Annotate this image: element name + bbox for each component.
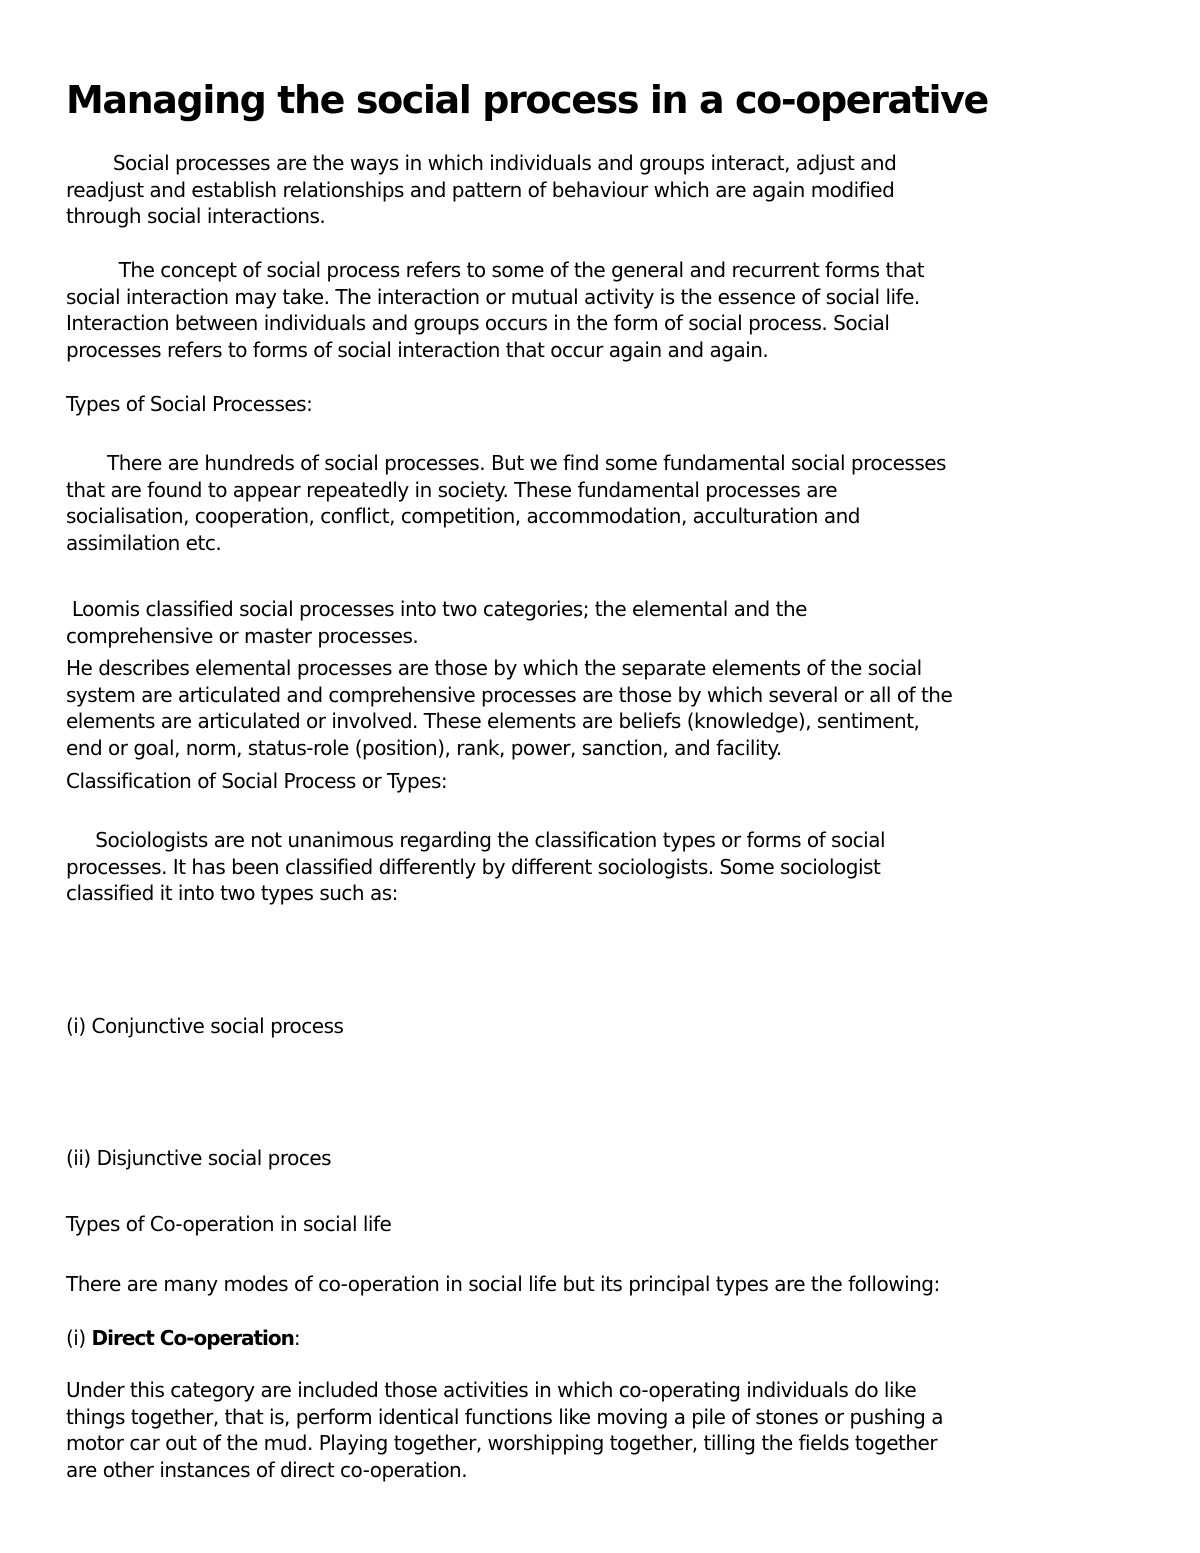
paragraph-elemental-processes xyxy=(66,655,952,761)
text-line: system are articulated and comprehensive processes are those by which several or all of the xyxy=(66,682,953,707)
text-line: There are hundreds of social processes. But we find some fundamental social processes xyxy=(66,451,946,475)
paragraph-direct-cooperation xyxy=(66,1377,943,1483)
list-item-disjunctive: (ii) Disjunctive social proces xyxy=(66,1146,332,1170)
text-line: motor car out of the mud. Playing together, worshipping together, tilling the fields together xyxy=(66,1431,938,1455)
text-line: Under this category are included those activities in which co-operating individuals do like xyxy=(66,1378,917,1402)
paragraph-social-processes-definition xyxy=(66,150,896,230)
text-line: things together, that is, perform identical functions like moving a pile of stones or pushing a xyxy=(66,1404,943,1429)
text-line: comprehensive or master processes. xyxy=(66,623,419,648)
text-line: classified it into two types such as: xyxy=(66,881,398,905)
text-line: that are found to appear repeatedly in society. These fundamental processes are xyxy=(66,477,838,502)
text-line: processes. It has been classified differently by different sociologists. Some sociologist xyxy=(66,854,881,879)
direct-cooperation-label: Direct Co-operation xyxy=(91,1326,294,1350)
text-line: through social interactions. xyxy=(66,204,326,228)
text-line: Loomis classified social processes into two categories; the elemental and the xyxy=(66,597,807,621)
heading-types-of-social-processes: Types of Social Processes: xyxy=(66,392,313,416)
paragraph-fundamental-processes xyxy=(66,450,946,556)
direct-suffix: : xyxy=(293,1326,301,1350)
text-line: He describes elemental processes are those by which the separate elements of the social xyxy=(66,656,922,680)
paragraph-concept-of-social-process xyxy=(66,257,924,363)
text-line: Sociologists are not unanimous regarding the classification types or forms of social xyxy=(66,828,886,852)
text-line: Interaction between individuals and groups occurs in the form of social process. Social xyxy=(66,311,890,335)
text-line: assimilation etc. xyxy=(66,530,222,555)
text-line: end or goal, norm, status-role (position), rank, power, sanction, and facility. xyxy=(66,735,782,760)
text-line: are other instances of direct co-operation. xyxy=(66,1457,468,1482)
paragraph-modes-of-cooperation: There are many modes of co-operation in social life but its principal types are the following: xyxy=(66,1272,940,1296)
text-line: socialisation, cooperation, conflict, competition, accommodation, acculturation and xyxy=(66,504,860,528)
text-line: Social processes are the ways in which individuals and groups interact, adjust and xyxy=(66,151,897,175)
text-line: processes refers to forms of social interaction that occur again and again. xyxy=(66,337,769,362)
list-item-conjunctive: (i) Conjunctive social process xyxy=(66,1014,344,1038)
heading-direct-cooperation xyxy=(66,1325,300,1352)
heading-types-of-cooperation: Types of Co-operation in social life xyxy=(66,1212,392,1236)
text-line: social interaction may take. The interaction or mutual activity is the essence of social life. xyxy=(66,284,920,309)
paragraph-sociologists-not-unanimous xyxy=(66,827,885,907)
text-line: readjust and establish relationships and pattern of behaviour which are again modified xyxy=(66,177,895,202)
text-line: The concept of social process refers to some of the general and recurrent forms that xyxy=(66,258,925,282)
text-line: elements are articulated or involved. These elements are beliefs (knowledge), sentiment, xyxy=(66,709,920,733)
heading-classification: Classification of Social Process or Types: xyxy=(66,769,448,793)
paragraph-loomis-classification xyxy=(66,596,807,649)
document-title: Managing the social process in a co-operative xyxy=(66,78,988,122)
direct-prefix: (i) xyxy=(66,1326,92,1350)
